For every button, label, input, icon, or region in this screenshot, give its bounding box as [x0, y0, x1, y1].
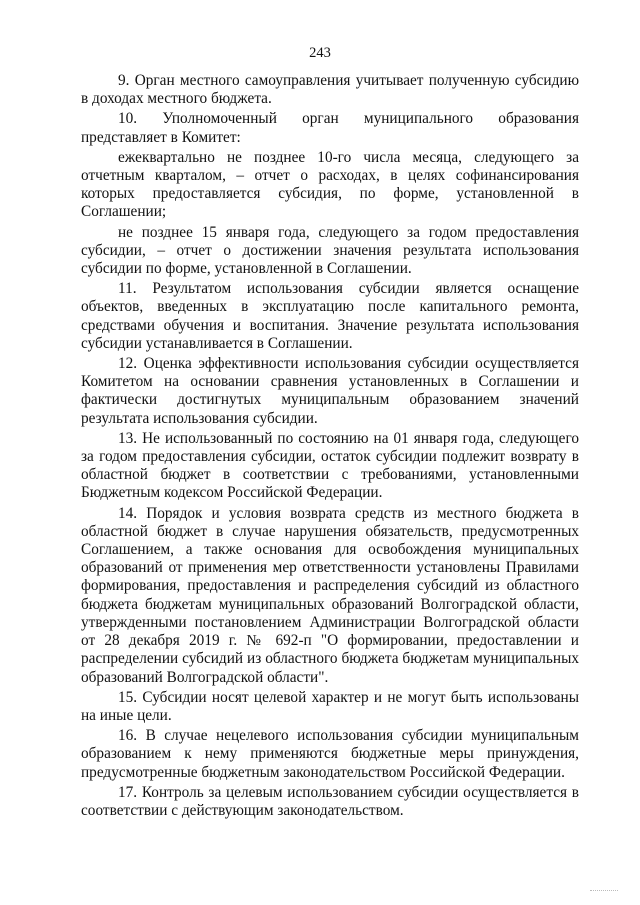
paragraph-10-item-annual: не позднее 15 января года, следующего за годом предоставления субсидии, – отчет о достижении значения результата использования субсидии по форме, установленной в Соглашении.: [81, 223, 579, 278]
paragraph-9: 9. Орган местного самоуправления учитывает полученную субсидию в доходах местного бюджета.: [81, 72, 579, 108]
paragraph-14: 14. Порядок и условия возврата средств из местного бюджета в областной бюджет в случае нарушения обязательств, предусмотренных Соглашением, а также основания для освобождения муниципальных образований от применения мер ответственности установлены Правилами формирования, предоставления и распределения субсидий из областного бюджета бюджетам муниципальных образований Волгоградской области, утвержденными постановлением Администрации Волгоградской области от 28 декабря 2019 г. № 692-п "О формировании, предоставлении и распределении субсидий из областного бюджета бюджетам муниципальных образований Волгоградской области".: [81, 504, 579, 686]
paragraph-17: 17. Контроль за целевым использованием субсидии осуществляется в соответствии с действующим законодательством.: [81, 783, 579, 819]
paragraph-12: 12. Оценка эффективности использования субсидии осуществляется Комитетом на основании сравнения установленных в Соглашении и фактически достигнутых муниципальным образованием значений результата использования субсидии.: [81, 355, 579, 427]
page-number: 243: [309, 45, 331, 61]
scan-artifact-mark: [590, 884, 618, 891]
paragraph-13: 13. Не использованный по состоянию на 01 января года, следующего за годом предоставления субсидии, остаток субсидии подлежит возврату в областной бюджет в соответствии с требованиями, установленными Бюджетным кодексом Российской Федерации.: [81, 429, 579, 502]
paragraph-11: 11. Результатом использования субсидии является оснащение объектов, введенных в эксплуатацию после капитального ремонта, средствами обучения и воспитания. Значение результата использования субсидии устанавливается в Соглашении.: [81, 280, 579, 352]
paragraph-10-item-quarterly: ежеквартально не позднее 10-го числа месяца, следующего за отчетным кварталом, – отчет о расходах, в целях софинансирования которых предоставляется субсидия, по форме, установленной в Соглашении;: [81, 148, 579, 221]
document-body: [81, 72, 579, 820]
paragraph-15: 15. Субсидии носят целевой характер и не могут быть использованы на иные цели.: [81, 688, 579, 724]
paragraph-10: 10. Уполномоченный орган муниципального образования представляет в Комитет:: [81, 110, 579, 146]
paragraph-16: 16. В случае нецелевого использования субсидии муниципальным образованием к нему применяются бюджетные меры принуждения, предусмотренные бюджетным законодательством Российской Федерации.: [81, 727, 579, 781]
